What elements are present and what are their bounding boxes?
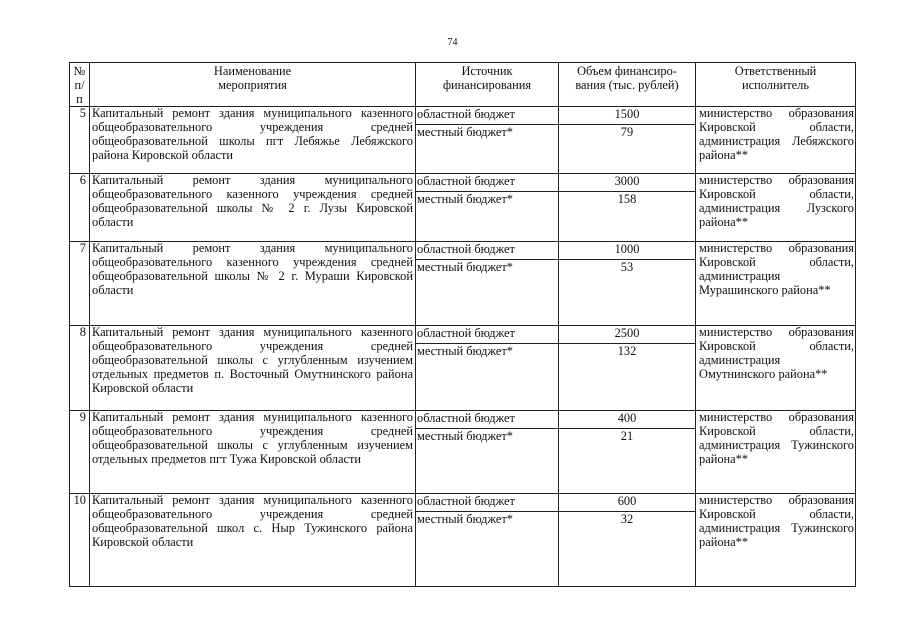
table-row <box>70 107 856 174</box>
table-row <box>70 242 856 326</box>
funding-source: областной бюджет местный бюджет* <box>416 326 559 411</box>
funding-source: областной бюджет местный бюджет* <box>416 242 559 326</box>
funding-source: областной бюджет местный бюджет* <box>416 107 559 174</box>
table-row <box>70 494 856 587</box>
header-volume: Объем финансиро- вания (тыс. рублей) <box>559 63 696 107</box>
funding-volume: 400 21 <box>559 411 696 494</box>
responsible-executor: министерство образования Кировской области, администрация Мурашинского района** <box>696 242 856 326</box>
table-header-row <box>70 63 856 107</box>
funding-volume: 600 32 <box>559 494 696 587</box>
table-row <box>70 411 856 494</box>
funding-volume: 3000 158 <box>559 174 696 242</box>
measure-name: Капитальный ремонт здания муниципального общеобразовательного казенного учреждения средней общеобразовательной школы № 2 г. Лузы Кировской области <box>90 174 416 242</box>
row-number: 7 <box>70 242 90 326</box>
table-row <box>70 326 856 411</box>
measure-name: Капитальный ремонт здания муниципального казенного общеобразовательного учреждения средней общеобразовательной школ с. Ныр Тужинского района Кировской области <box>90 494 416 587</box>
row-number: 10 <box>70 494 90 587</box>
page-number: 74 <box>447 37 458 48</box>
row-number: 9 <box>70 411 90 494</box>
header-source: Источник финансирования <box>416 63 559 107</box>
responsible-executor: министерство образования Кировской области, администрация Лузского района** <box>696 174 856 242</box>
header-num: № п/п <box>70 63 90 107</box>
responsible-executor: министерство образования Кировской области, администрация Тужинского района** <box>696 494 856 587</box>
funding-source: областной бюджет местный бюджет* <box>416 174 559 242</box>
row-number: 5 <box>70 107 90 174</box>
measure-name: Капитальный ремонт здания муниципального казенного общеобразовательного учреждения средней общеобразовательной школы пгт Лебяжье Лебяжского района Кировской области <box>90 107 416 174</box>
measure-name: Капитальный ремонт здания муниципального казенного общеобразовательного учреждения средней общеобразовательной школы с углубленным изучением отдельных предметов п. Восточный Омутнинского района Кировской области <box>90 326 416 411</box>
table-row <box>70 174 856 242</box>
responsible-executor: министерство образования Кировской области, администрация Лебяжского района** <box>696 107 856 174</box>
header-name: Наименование мероприятия <box>90 63 416 107</box>
funding-volume: 2500 132 <box>559 326 696 411</box>
responsible-executor: министерство образования Кировской области, администрация Тужинского района** <box>696 411 856 494</box>
row-number: 6 <box>70 174 90 242</box>
row-number: 8 <box>70 326 90 411</box>
funding-source: областной бюджет местный бюджет* <box>416 494 559 587</box>
header-executor: Ответственный исполнитель <box>696 63 856 107</box>
responsible-executor: министерство образования Кировской области, администрация Омутнинского района** <box>696 326 856 411</box>
measure-name: Капитальный ремонт здания муниципального общеобразовательного казенного учреждения средней общеобразовательной школы № 2 г. Мураши Кировской области <box>90 242 416 326</box>
funding-volume: 1500 79 <box>559 107 696 174</box>
measure-name: Капитальный ремонт здания муниципального казенного общеобразовательного учреждения средней общеобразовательной школы с углубленным изучением отдельных предметов пгт Тужа Кировской области <box>90 411 416 494</box>
funding-volume: 1000 53 <box>559 242 696 326</box>
funding-source: областной бюджет местный бюджет* <box>416 411 559 494</box>
funding-table <box>69 62 856 587</box>
